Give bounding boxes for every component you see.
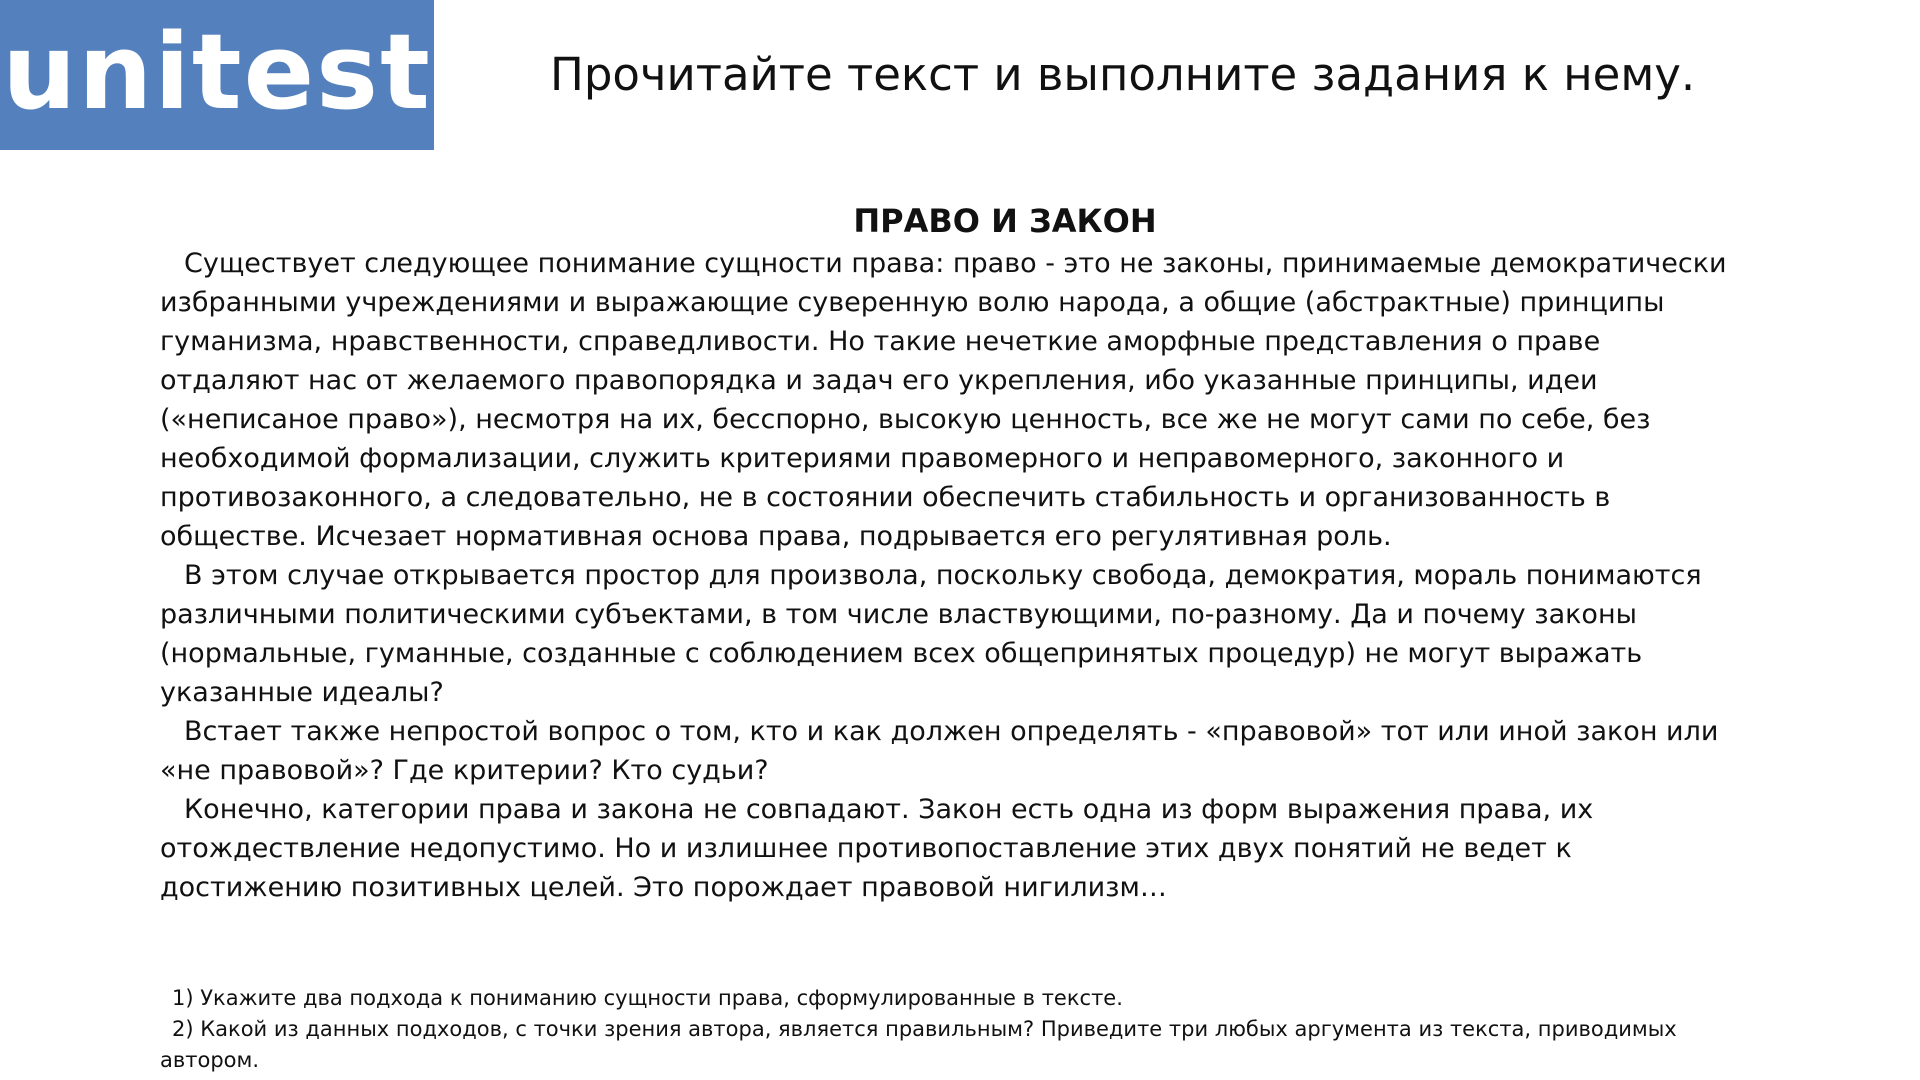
unitest-logo	[0, 0, 434, 150]
logo-text: unitest	[2, 11, 432, 133]
page-instruction: Прочитайте текст и выполните задания к нему.	[550, 48, 1696, 101]
question-1: 1) Укажите два подхода к пониманию сущности права, сформулированные в тексте.	[172, 986, 1123, 1010]
document-title: ПРАВО И ЗАКОН	[853, 202, 1157, 240]
document-paragraph-3: Встает также непростой вопрос о том, кто и как должен определять - «правовой» тот или иной закон или «не правовой»? Где критерии? Кто судьи?	[160, 716, 1719, 786]
document-paragraph-4: Конечно, категории права и закона не совпадают. Закон есть одна из форм выражения права, их отождествление недопустимо. Но и излишнее противопоставление этих двух понятий не ведет к достижению позитивных целей. Это порождает правовой нигилизм…	[160, 794, 1594, 903]
document-paragraph-2: В этом случае открывается простор для произвола, поскольку свобода, демократия, мораль понимаются различными политическими субъектами, в том числе властвующими, по-разному. Да и почему законы (нормальные, гуманные, созданные с соблюдением всех общепринятых процедур) не могут выражать указанные идеалы?	[160, 560, 1702, 708]
document-body	[160, 200, 1730, 907]
question-2: 2) Какой из данных подходов, с точки зрения автора, является правильным? Приведите три любых аргумента из текста, приводимых автором.	[160, 1017, 1677, 1072]
document-paragraph-1: Существует следующее понимание сущности права: право - это не законы, принимаемые демократически избранными учреждениями и выражающие суверенную волю народа, а общие (абстрактные) принципы гуманизма, нравственности, справедливости. Но такие нечеткие аморфные представления о праве отдаляют нас от желаемого правопорядка и задач его укрепления, ибо указанные принципы, идеи («неписаное право»), несмотря на их, бесспорно, высокую ценность, все же не могут сами по себе, без необходимой формализации, служить критериями правомерного и неправомерного, законного и противозаконного, а следовательно, не в состоянии обеспечить стабильность и организованность в обществе. Исчезает нормативная основа права, подрывается его регулятивная роль.	[160, 248, 1727, 552]
questions-list	[160, 983, 1750, 1076]
